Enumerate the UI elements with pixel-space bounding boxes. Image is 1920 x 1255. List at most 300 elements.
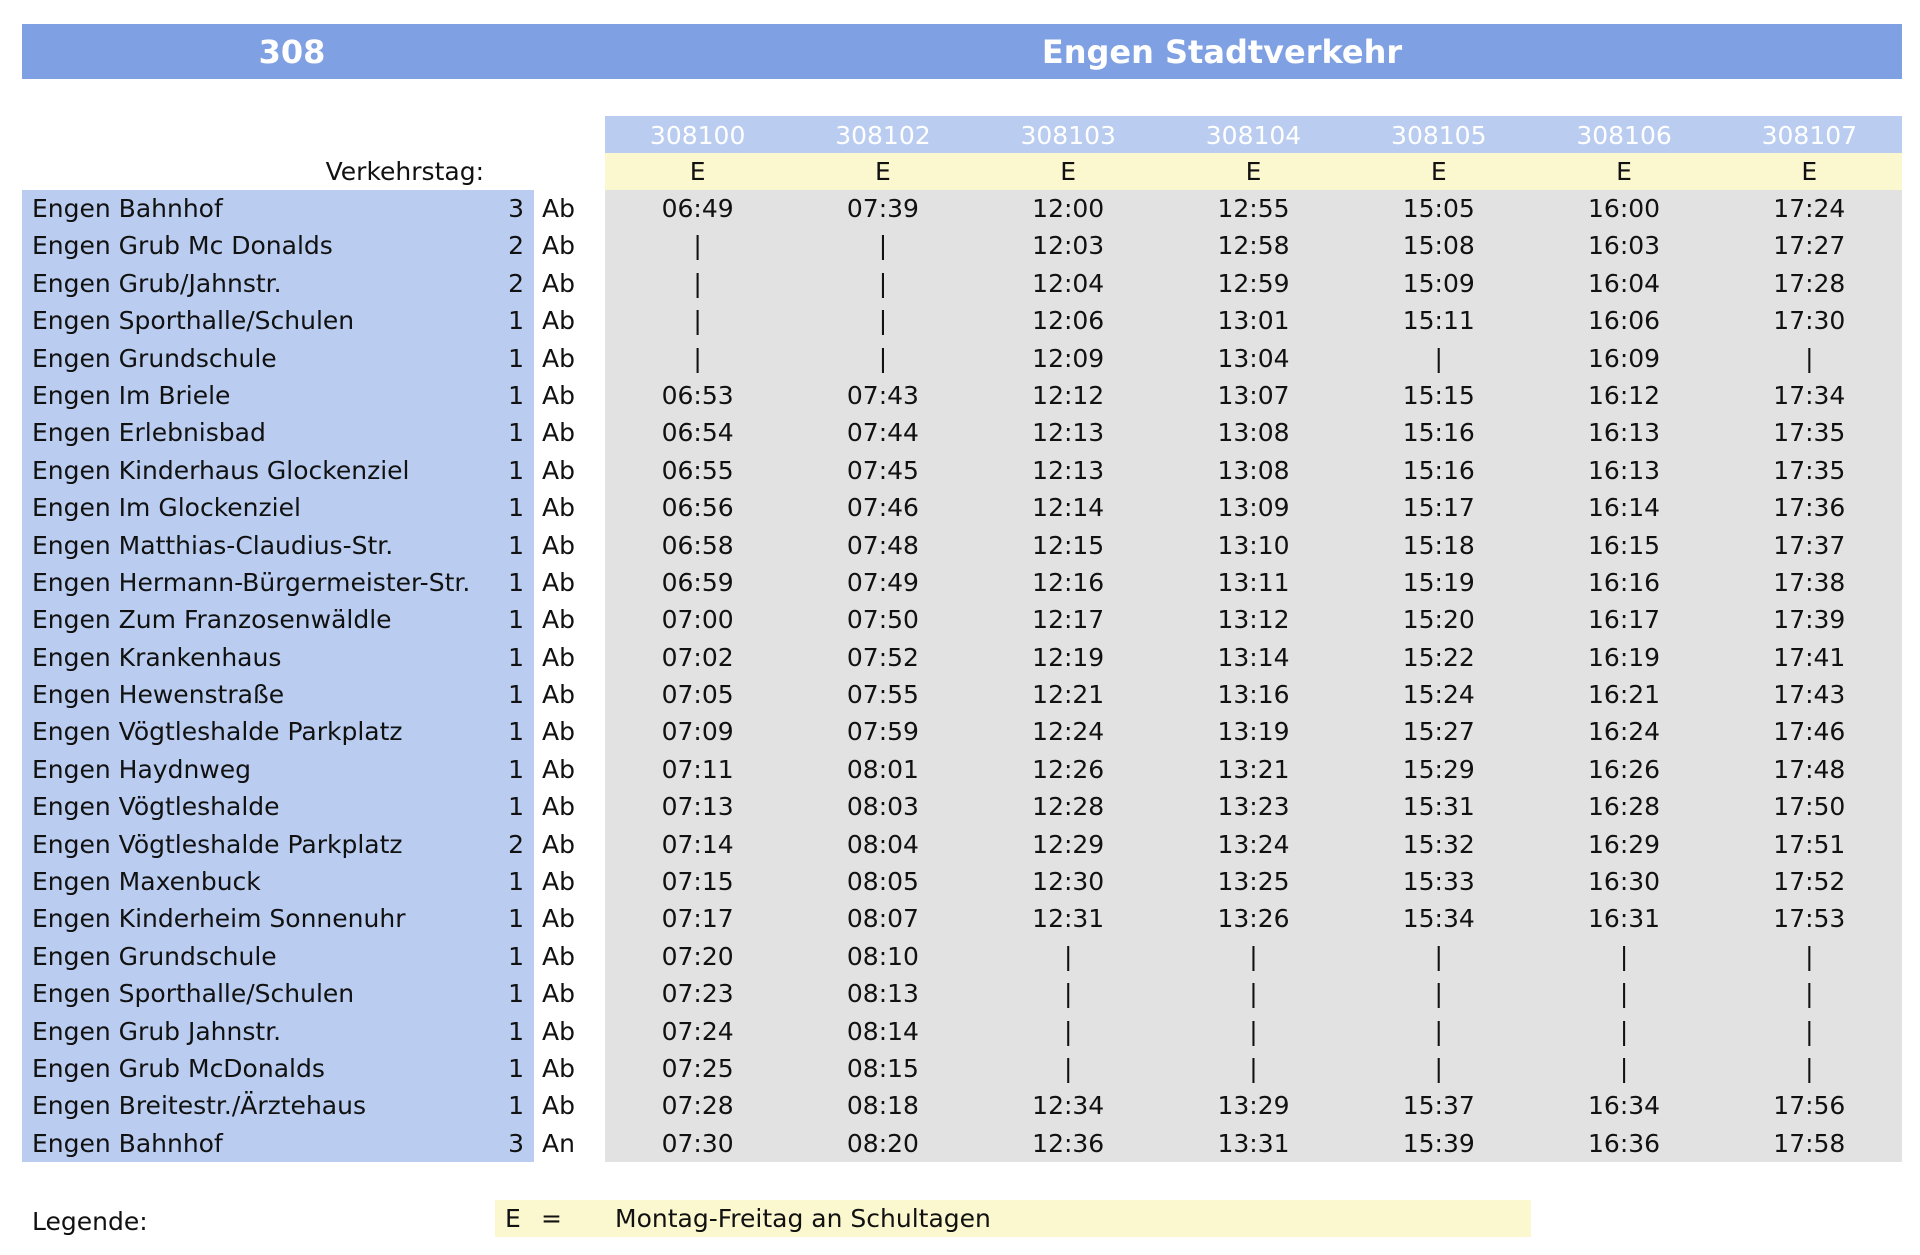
verkehrstag-code: E <box>689 157 706 186</box>
stop-zone: 1 <box>508 754 524 784</box>
time-cell: 06:56 <box>661 493 734 523</box>
stop-zone: 1 <box>508 306 524 336</box>
time-cell: 08:18 <box>846 1091 919 1121</box>
time-cell: 16:34 <box>1588 1091 1661 1121</box>
time-cell: 13:08 <box>1217 418 1290 448</box>
stop-row <box>22 377 534 414</box>
time-cell: 17:58 <box>1773 1128 1846 1158</box>
stop-direction: Ab <box>542 418 575 448</box>
trip-number: 308102 <box>835 121 931 150</box>
time-cell: 15:31 <box>1402 792 1475 822</box>
time-cell: 17:46 <box>1773 717 1846 747</box>
time-cell: 07:39 <box>846 194 919 223</box>
legend-value: Montag-Freitag an Schultagen <box>615 1204 991 1233</box>
time-cell: | <box>878 231 888 261</box>
time-cell: 06:59 <box>661 567 734 597</box>
stop-row <box>22 788 534 825</box>
time-row <box>605 489 1902 526</box>
time-cell: 15:16 <box>1402 418 1475 448</box>
time-cell: 07:52 <box>846 642 919 672</box>
time-cell: 13:09 <box>1217 493 1290 523</box>
time-cell: 16:36 <box>1588 1128 1661 1158</box>
stop-row <box>22 564 534 601</box>
time-cell: 15:17 <box>1402 493 1475 523</box>
time-cell: 07:49 <box>846 567 919 597</box>
stop-zone: 1 <box>508 605 524 635</box>
time-cell: 13:07 <box>1217 380 1290 410</box>
time-cell: 13:16 <box>1217 680 1290 710</box>
time-row <box>605 975 1902 1012</box>
time-cell: 16:04 <box>1588 268 1661 298</box>
stop-row <box>22 302 534 339</box>
stop-name: Engen Krankenhaus <box>32 642 282 672</box>
time-cell: 15:22 <box>1402 642 1475 672</box>
stop-row <box>22 190 534 227</box>
stop-name: Engen Grub Mc Donalds <box>32 231 333 261</box>
time-cell: | <box>878 343 888 373</box>
time-row <box>605 751 1902 788</box>
stop-zone: 1 <box>508 792 524 822</box>
time-cell: 07:50 <box>846 605 919 635</box>
verkehrstag-label: Verkehrstag: <box>325 157 484 186</box>
time-cell: 15:16 <box>1402 455 1475 485</box>
verkehrstag-code: E <box>1430 157 1447 186</box>
stop-zone: 1 <box>508 941 524 971</box>
time-cell: 12:09 <box>1032 343 1105 373</box>
time-cell: 17:53 <box>1773 904 1846 934</box>
time-cell: 12:19 <box>1032 642 1105 672</box>
stop-name: Engen Vögtleshalde Parkplatz <box>32 717 403 747</box>
time-cell: | <box>878 268 888 298</box>
time-row <box>605 377 1902 414</box>
verkehrstag-code: E <box>1245 157 1262 186</box>
time-cell: 17:35 <box>1773 418 1846 448</box>
stop-direction: Ab <box>542 605 575 635</box>
stop-direction: Ab <box>542 979 575 1009</box>
stop-name: Engen Hewenstraße <box>32 680 285 710</box>
stop-zone: 1 <box>508 493 524 523</box>
time-cell: | <box>693 343 702 373</box>
stop-row <box>22 414 534 451</box>
time-cell: 07:30 <box>661 1128 734 1158</box>
stop-zone: 1 <box>508 455 524 485</box>
time-cell: 12:17 <box>1032 605 1105 635</box>
stop-row <box>22 527 534 564</box>
time-cell: 16:09 <box>1588 343 1661 373</box>
time-cell: 16:15 <box>1588 530 1661 560</box>
time-cell: 06:49 <box>661 194 734 223</box>
time-cell: 08:10 <box>846 941 919 971</box>
time-cell: 06:54 <box>661 418 734 448</box>
time-cell: 07:09 <box>661 717 734 747</box>
time-cell: 16:17 <box>1588 605 1661 635</box>
time-cell: 16:12 <box>1588 380 1661 410</box>
time-cell: 17:36 <box>1773 493 1846 523</box>
stop-direction: Ab <box>542 231 575 261</box>
time-cell: 13:25 <box>1217 867 1290 897</box>
time-cell: 08:03 <box>846 792 919 822</box>
times-grid <box>605 190 1902 1162</box>
stop-zone: 3 <box>508 1128 524 1158</box>
legend-equals: = <box>541 1204 562 1233</box>
time-cell: 07:45 <box>846 455 919 485</box>
stop-name: Engen Grundschule <box>32 941 277 971</box>
stop-direction: Ab <box>542 754 575 784</box>
trip-number: 308103 <box>1020 121 1116 150</box>
time-cell: 07:46 <box>846 493 919 523</box>
stop-name: Engen Grub/Jahnstr. <box>32 268 282 298</box>
time-cell: 12:59 <box>1217 268 1290 298</box>
stop-row <box>22 676 534 713</box>
stop-name: Engen Breitestr./Ärztehaus <box>32 1091 366 1121</box>
time-cell: | <box>878 306 888 336</box>
time-cell: 15:20 <box>1402 605 1475 635</box>
stop-row <box>22 265 534 302</box>
time-cell: 13:14 <box>1217 642 1290 672</box>
time-row <box>605 676 1902 713</box>
time-row <box>605 564 1902 601</box>
time-cell: 13:12 <box>1217 605 1290 635</box>
time-cell: 17:30 <box>1773 306 1846 336</box>
stop-direction: Ab <box>542 904 575 934</box>
time-row <box>605 788 1902 825</box>
time-row <box>605 265 1902 302</box>
stop-name: Engen Grundschule <box>32 343 277 373</box>
time-cell: 17:50 <box>1773 792 1846 822</box>
time-cell: 12:29 <box>1032 829 1105 859</box>
stop-zone: 1 <box>508 530 524 560</box>
stop-row <box>22 900 534 937</box>
stop-direction: Ab <box>542 867 575 897</box>
time-cell: 12:55 <box>1217 194 1290 223</box>
stop-zone: 1 <box>508 1016 524 1046</box>
time-row <box>605 826 1902 863</box>
time-cell: 17:38 <box>1773 567 1846 597</box>
stop-name: Engen Bahnhof <box>32 1128 223 1158</box>
time-cell: | <box>1805 1053 1814 1083</box>
time-cell: 13:24 <box>1217 829 1290 859</box>
stop-row <box>22 340 534 377</box>
time-row <box>605 302 1902 339</box>
time-cell: 17:51 <box>1773 829 1846 859</box>
time-row <box>605 863 1902 900</box>
time-cell: 17:37 <box>1773 530 1846 560</box>
stop-row <box>22 601 534 638</box>
time-cell: 12:31 <box>1032 904 1105 934</box>
stop-name: Engen Erlebnisbad <box>32 418 266 448</box>
time-cell: | <box>1063 979 1073 1009</box>
stop-zone: 1 <box>508 343 524 373</box>
stop-zone: 1 <box>508 1091 524 1121</box>
time-cell: 15:05 <box>1402 194 1475 223</box>
stop-name: Engen Grub McDonalds <box>32 1053 325 1083</box>
stop-row <box>22 452 534 489</box>
time-cell: 15:27 <box>1402 717 1475 747</box>
trip-number: 308105 <box>1391 121 1487 150</box>
time-cell: 07:23 <box>661 979 734 1009</box>
stop-name: Engen Im Glockenziel <box>32 493 301 523</box>
time-cell: 07:00 <box>661 605 734 635</box>
time-cell: 15:09 <box>1402 268 1475 298</box>
stop-direction: Ab <box>542 680 575 710</box>
stop-direction: Ab <box>542 493 575 523</box>
stop-zone: 2 <box>508 268 524 298</box>
stop-direction: Ab <box>542 343 575 373</box>
trip-number: 308104 <box>1205 121 1302 150</box>
time-cell: 12:36 <box>1032 1128 1105 1158</box>
time-row <box>605 601 1902 638</box>
time-cell: 16:24 <box>1588 717 1661 747</box>
time-cell: 16:16 <box>1588 567 1661 597</box>
trip-number: 308107 <box>1761 121 1858 150</box>
time-cell: 07:25 <box>661 1053 734 1083</box>
direction-column <box>534 190 605 1162</box>
stop-direction: Ab <box>542 829 575 859</box>
time-cell: 08:07 <box>846 904 919 934</box>
timetable-header <box>22 24 1902 79</box>
time-cell: | <box>693 306 702 336</box>
time-cell: 15:37 <box>1402 1091 1475 1121</box>
time-cell: | <box>1249 941 1258 971</box>
time-cell: 15:24 <box>1402 680 1475 710</box>
time-cell: | <box>1063 1016 1073 1046</box>
stop-row <box>22 1087 534 1124</box>
time-cell: 17:48 <box>1773 754 1846 784</box>
stop-direction: Ab <box>542 1091 575 1121</box>
time-cell: | <box>1619 1016 1629 1046</box>
time-row <box>605 1125 1902 1162</box>
stop-name: Engen Sporthalle/Schulen <box>32 306 355 336</box>
time-row <box>605 452 1902 489</box>
time-cell: 15:18 <box>1402 530 1475 560</box>
time-cell: 13:31 <box>1217 1128 1290 1158</box>
time-cell: 06:55 <box>661 455 734 485</box>
stop-row <box>22 938 534 975</box>
time-cell: 12:13 <box>1032 418 1105 448</box>
time-cell: 15:08 <box>1402 231 1475 261</box>
stop-zone: 1 <box>508 567 524 597</box>
stop-direction: Ab <box>542 642 575 672</box>
time-cell: 17:24 <box>1773 194 1846 223</box>
time-cell: 12:58 <box>1217 231 1290 261</box>
time-row <box>605 938 1902 975</box>
legend-box <box>495 1200 1531 1237</box>
time-cell: 07:13 <box>661 792 734 822</box>
stop-direction: Ab <box>542 792 575 822</box>
time-cell: 07:59 <box>846 717 919 747</box>
time-cell: 16:13 <box>1588 418 1661 448</box>
time-cell: 15:19 <box>1402 567 1475 597</box>
stop-name: Engen Sporthalle/Schulen <box>32 979 355 1009</box>
stop-direction: Ab <box>542 1053 575 1083</box>
time-cell: 17:56 <box>1773 1091 1846 1121</box>
time-cell: 13:11 <box>1217 567 1290 597</box>
stop-name: Engen Matthias-Claudius-Str. <box>32 530 394 560</box>
route-title: Engen Stadtverkehr <box>1041 33 1403 71</box>
stop-row <box>22 975 534 1012</box>
stop-name: Engen Haydnweg <box>32 754 252 784</box>
time-cell: 16:13 <box>1588 455 1661 485</box>
time-cell: 16:19 <box>1588 642 1661 672</box>
time-cell: 17:27 <box>1773 231 1846 261</box>
trip-number: 308100 <box>649 121 746 150</box>
time-row <box>605 713 1902 750</box>
stop-direction: Ab <box>542 268 575 298</box>
time-cell: | <box>1619 979 1629 1009</box>
stop-row <box>22 1125 534 1162</box>
time-cell: 17:28 <box>1773 268 1846 298</box>
time-cell: | <box>1805 1016 1814 1046</box>
time-cell: 12:14 <box>1032 493 1105 523</box>
time-cell: 13:29 <box>1217 1091 1290 1121</box>
time-cell: 16:30 <box>1588 867 1661 897</box>
time-cell: 12:34 <box>1032 1091 1105 1121</box>
time-row <box>605 190 1902 227</box>
time-cell: | <box>1434 979 1443 1009</box>
time-cell: 17:34 <box>1773 380 1846 410</box>
time-cell: 15:29 <box>1402 754 1475 784</box>
time-cell: | <box>1805 343 1814 373</box>
stop-row <box>22 826 534 863</box>
time-cell: 07:44 <box>846 418 919 448</box>
time-cell: 07:05 <box>661 680 734 710</box>
time-cell: 12:13 <box>1032 455 1105 485</box>
verkehrstag-code: E <box>1801 157 1818 186</box>
time-cell: 08:01 <box>846 754 919 784</box>
stop-row <box>22 639 534 676</box>
time-cell: 12:00 <box>1032 194 1105 223</box>
line-number: 308 <box>258 33 326 71</box>
time-cell: 12:30 <box>1032 867 1105 897</box>
time-cell: 15:11 <box>1402 306 1475 336</box>
stop-zone: 2 <box>508 231 524 261</box>
time-cell: 15:32 <box>1402 829 1475 859</box>
time-cell: | <box>1063 1053 1073 1083</box>
stop-name: Engen Vögtleshalde <box>32 792 280 822</box>
stop-row <box>22 1013 534 1050</box>
time-cell: 16:28 <box>1588 792 1661 822</box>
time-cell: | <box>1805 979 1814 1009</box>
time-cell: 12:21 <box>1032 680 1105 710</box>
stop-row <box>22 751 534 788</box>
time-cell: 16:03 <box>1588 231 1661 261</box>
time-cell: | <box>1434 941 1443 971</box>
time-cell: 13:19 <box>1217 717 1290 747</box>
time-cell: 17:39 <box>1773 605 1846 635</box>
time-cell: 16:21 <box>1588 680 1661 710</box>
stop-name: Engen Zum Franzosenwäldle <box>32 605 392 635</box>
time-cell: 07:02 <box>661 642 734 672</box>
time-cell: 15:39 <box>1402 1128 1475 1158</box>
stop-direction: An <box>542 1128 575 1158</box>
stop-row <box>22 489 534 526</box>
time-cell: 15:15 <box>1402 380 1475 410</box>
time-cell: 16:14 <box>1588 493 1661 523</box>
stop-zone: 1 <box>508 904 524 934</box>
stop-zone: 1 <box>508 680 524 710</box>
stop-name: Engen Im Briele <box>32 380 231 410</box>
time-cell: 07:28 <box>661 1091 734 1121</box>
time-cell: 07:55 <box>846 680 919 710</box>
time-cell: 16:29 <box>1588 829 1661 859</box>
stop-direction: Ab <box>542 455 575 485</box>
time-cell: 07:48 <box>846 530 919 560</box>
verkehrstag-code: E <box>1060 157 1077 186</box>
stop-name: Engen Hermann-Bürgermeister-Str. <box>32 567 471 597</box>
time-cell: 08:20 <box>846 1128 919 1158</box>
time-cell: 12:26 <box>1032 754 1105 784</box>
stop-direction: Ab <box>542 194 575 223</box>
time-cell: 16:06 <box>1588 306 1661 336</box>
time-cell: 13:23 <box>1217 792 1290 822</box>
legend-label: Legende: <box>32 1207 148 1236</box>
stop-row <box>22 713 534 750</box>
trip-number-row <box>605 116 1902 153</box>
time-cell: 06:58 <box>661 530 734 560</box>
stop-direction: Ab <box>542 941 575 971</box>
stop-zone: 1 <box>508 979 524 1009</box>
stop-zone: 1 <box>508 418 524 448</box>
time-row <box>605 1013 1902 1050</box>
time-cell: 06:53 <box>661 380 734 410</box>
time-cell: 07:20 <box>661 941 734 971</box>
stop-row <box>22 863 534 900</box>
time-cell: | <box>1805 941 1814 971</box>
time-cell: 16:26 <box>1588 754 1661 784</box>
time-row <box>605 639 1902 676</box>
stop-direction: Ab <box>542 717 575 747</box>
verkehrstag-row <box>605 153 1902 190</box>
time-cell: 15:33 <box>1402 867 1475 897</box>
time-cell: | <box>693 268 702 298</box>
stop-direction: Ab <box>542 380 575 410</box>
stop-list <box>22 190 534 1162</box>
stop-direction: Ab <box>542 306 575 336</box>
stop-zone: 1 <box>508 642 524 672</box>
time-cell: 08:05 <box>846 867 919 897</box>
time-cell: 12:24 <box>1032 717 1105 747</box>
time-cell: 12:04 <box>1032 268 1105 298</box>
time-cell: | <box>1619 941 1629 971</box>
time-cell: 13:26 <box>1217 904 1290 934</box>
time-cell: | <box>1434 1053 1443 1083</box>
time-cell: 17:43 <box>1773 680 1846 710</box>
time-cell: 13:04 <box>1217 343 1290 373</box>
time-cell: 12:16 <box>1032 567 1105 597</box>
time-cell: 16:31 <box>1588 904 1661 934</box>
stop-name: Engen Kinderheim Sonnenuhr <box>32 904 406 934</box>
time-cell: 12:28 <box>1032 792 1105 822</box>
time-row <box>605 900 1902 937</box>
time-cell: 08:14 <box>846 1016 919 1046</box>
time-cell: 17:41 <box>1773 642 1846 672</box>
stop-name: Engen Vögtleshalde Parkplatz <box>32 829 403 859</box>
time-cell: | <box>1434 1016 1443 1046</box>
legend-key: E <box>505 1204 521 1233</box>
time-cell: | <box>1249 1053 1258 1083</box>
time-cell: 12:15 <box>1032 530 1105 560</box>
verkehrstag-code: E <box>1616 157 1632 186</box>
stop-row <box>22 227 534 264</box>
stop-zone: 3 <box>508 194 524 223</box>
time-cell: 13:21 <box>1217 754 1290 784</box>
time-cell: 15:34 <box>1402 904 1475 934</box>
time-cell: | <box>693 231 702 261</box>
time-cell: 07:43 <box>846 380 919 410</box>
stop-direction: Ab <box>542 1016 575 1046</box>
stop-direction: Ab <box>542 530 575 560</box>
time-cell: 13:08 <box>1217 455 1290 485</box>
